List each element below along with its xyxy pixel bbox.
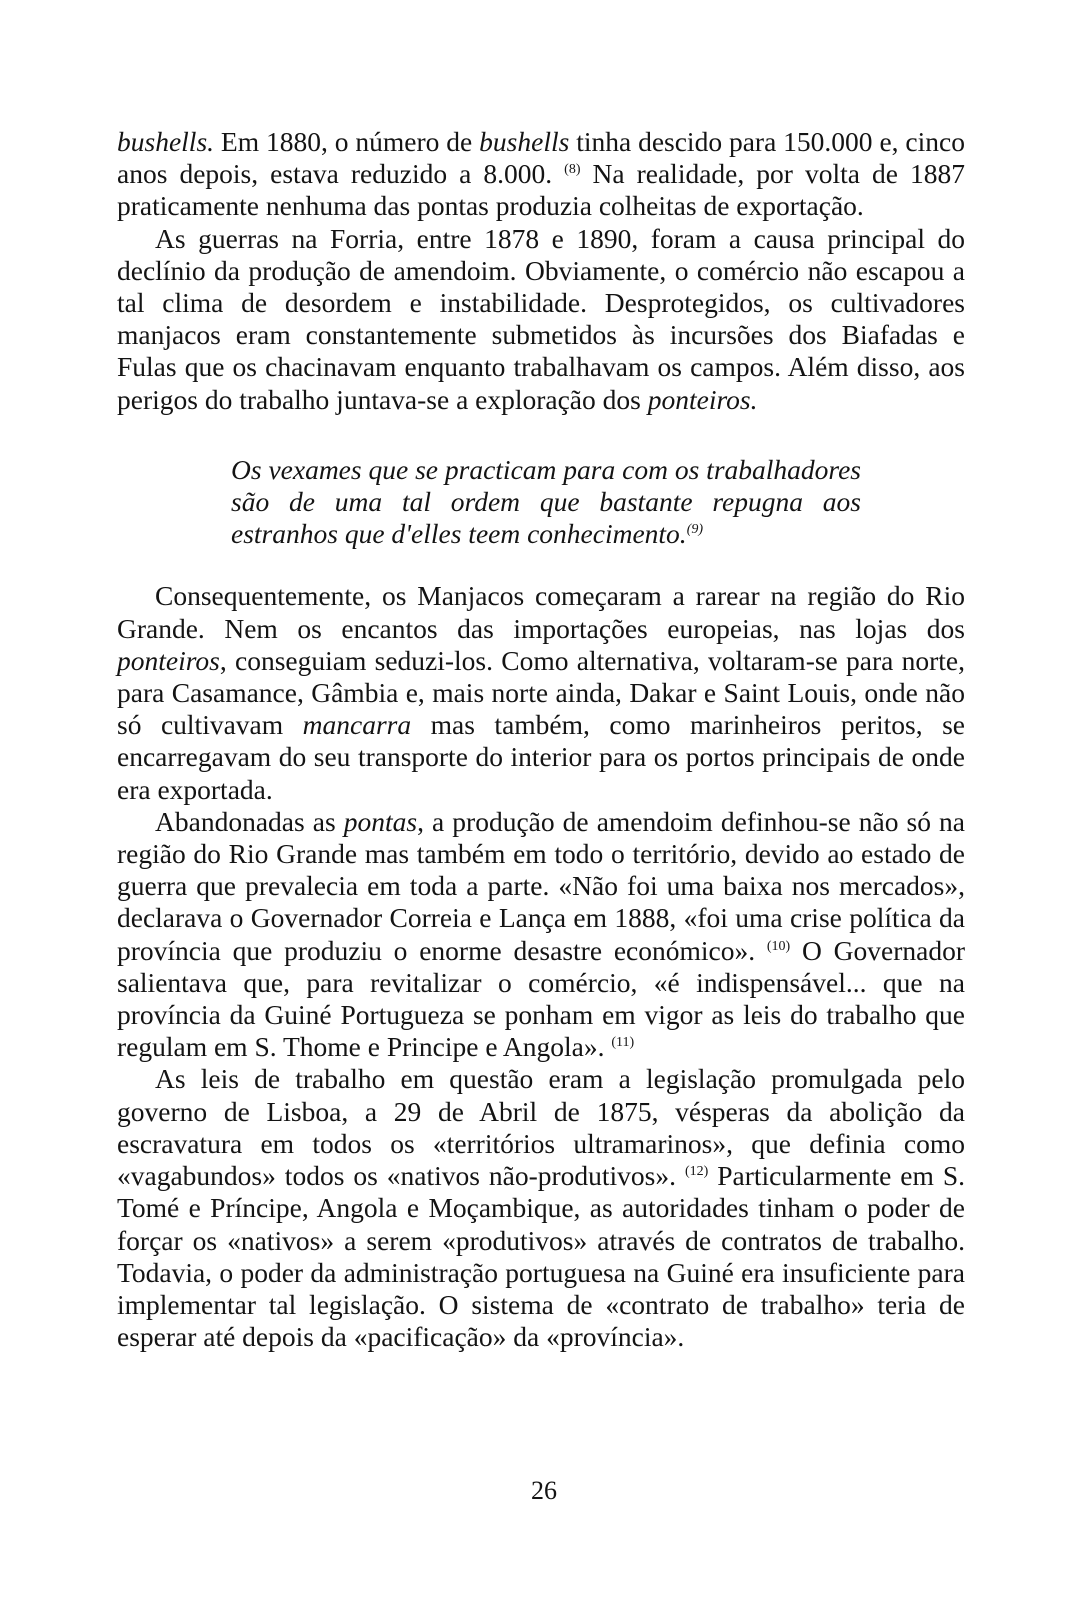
text-run: mas também, como marinheiros peritos, se encarregavam do seu transporte do interior para os portos principais de onde era exportada. <box>117 709 965 805</box>
text-run: Particularmente em S. Tomé e Príncipe, Angola e Moçambique, as autoridades tinham o poder de forçar os «nativos» a serem «produtivos» através de contratos de trabalho. Todavia, o poder da administração portuguesa na Guiné era insuficiente para implementar tal legislação. O sistema de «contrato de trabalho» teria de esperar até depois da «pacificação» da «província». <box>117 1160 965 1353</box>
italic-term: bushells. <box>117 126 215 157</box>
text-run: As leis de trabalho em questão eram a legislação promulgada pelo governo de Lisboa, a 29 de Abril de 1875, vésperas da abolição da escravatura em todos os «territórios ultramarinos», que definia como «vagabundos» todos os «nativos não-produtivos». <box>117 1063 965 1192</box>
italic-term: bushells <box>479 126 570 157</box>
footnote-ref: (9) <box>686 522 704 538</box>
paragraph <box>117 126 965 223</box>
text-run: Na realidade, por volta de 1887 praticamente nenhuma das pontas produzia colheitas de exportação. <box>117 158 965 222</box>
text-run: , a produção de amendoim definhou-se não só na região do Rio Grande mas também em todo o território, devido ao estado de guerra que prevalecia em toda a parte. «Não foi uma baixa nos mercados», declarava o Governador Correia e Lança em 1888, «foi uma crise política da província que produziu o enorme desastre económico». <box>117 805 965 966</box>
italic-term: pontas <box>343 805 418 837</box>
footnote-ref: (12) <box>684 1163 709 1179</box>
text-run: Abandonadas as <box>155 805 344 837</box>
italic-term: ponteiros <box>117 644 220 676</box>
footnote-ref: (8) <box>564 162 581 178</box>
quote-text: Os vexames que se practicam para com os trabalhadores são de uma tal ordem que bastante repugna aos estranhos que d'elles teem conhecimento. <box>231 453 861 550</box>
text-run: Consequentemente, os Manjacos começaram a rarear na região do Rio Grande. Nem os encantos das importações europeias, nas lojas dos <box>117 580 965 644</box>
paragraph <box>117 580 965 805</box>
paragraph <box>117 806 965 1064</box>
footnote-ref: (10) <box>766 938 791 954</box>
italic-term: mancarra <box>302 709 412 741</box>
page-number: 26 <box>531 1476 557 1505</box>
text-run: As guerras na Forria, entre 1878 e 1890, foram a causa principal do declínio da produção de amendoim. Obviamente, o comércio não escapou a tal clima de desordem e instabilidade. Desprotegidos, os cultivadores manjacos eram constantemente submetidos às incursões dos Biafadas e Fulas que os chacinavam enquanto trabalhavam os campos. Além disso, aos perigos do trabalho juntava-se a exploração dos <box>117 222 965 415</box>
paragraph <box>117 1063 965 1353</box>
text-run: , conseguiam seduzi-los. Como alternativa, voltaram-se para norte, para Casamance, Gâmbia e, mais norte ainda, Dakar e Saint Louis, onde não só cultivavam <box>117 644 965 741</box>
italic-term: ponteiros. <box>647 383 758 415</box>
text-run: O Governador salientava que, para revitalizar o comércio, «é indispensável... que na província da Guiné Portugueza se ponham em vigor as leis do trabalho que regulam em S. Thome e Principe e Angola». <box>117 934 965 1063</box>
paragraph <box>117 223 965 416</box>
page-body <box>117 126 965 1353</box>
block-quote <box>117 454 965 551</box>
text-run: Em 1880, o número de <box>214 126 480 157</box>
footnote-ref: (11) <box>611 1035 635 1051</box>
text-run: tinha descido para 150.000 e, cinco anos depois, estava reduzido a 8.000. <box>117 126 965 190</box>
